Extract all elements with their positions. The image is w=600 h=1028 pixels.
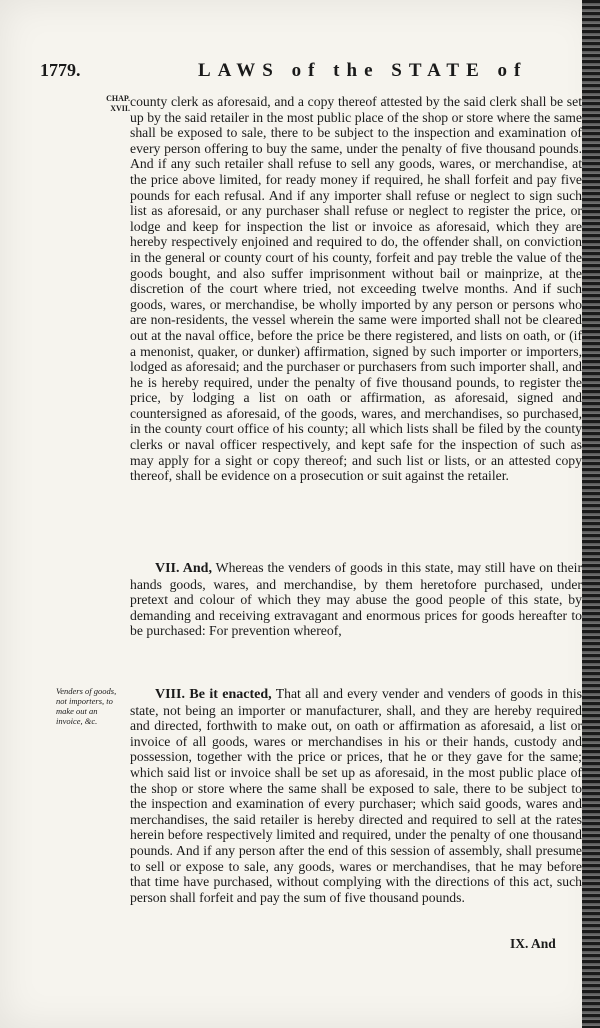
- section-viii-lead: VIII. Be it enacted,: [155, 687, 272, 702]
- chapter-number: XVII.: [110, 104, 130, 113]
- running-title: LAWS of the STATE of: [198, 60, 528, 81]
- page-year: 1779.: [40, 60, 81, 80]
- paragraph-continuation: county clerk as aforesaid, and a copy thereof attested by the said clerk shall be set up by the said retailer in the most public place of the shop or store where the same shall be exposed to sale, there to be subject to the inspection and examination of every person offering to buy the same, under the penalty of five thousand pounds. And if any such retailer shall refuse to sell any goods, wares, or merchandise, at the price above limited, for ready money if required, he shall forfeit and pay five pounds for each refusal. And if any importer shall refuse or neglect to sign such list as aforesaid, or any purchaser shall refuse or neglect to register the price, or lodge and keep for inspection the list or invoice as aforesaid, which they are hereby respectively enjoined and required to do, the offender shall, on conviction in the general or county court of his county, forfeit and pay treble the value of the goods bought, and also suffer imprisonment without bail or mainprize, at the discretion of the court where tried, not exceeding twelve months. And if such goods, wares, or merchandise, be wholly imported by any person or persons who are non-residents, the vessel wherein the same were imported shall not be cleared out at the naval office, before the price be there registered, and lists on oath, or (if a menonist, quaker, or dunker) affirmation, signed by such importer or importers, lodged as aforesaid; and the purchaser or purchasers from such importer shall, and he is hereby required, under the penalty of five thousand pounds, to register the price, by lodging a list on oath or affirmation, as aforesaid, signed and countersigned as aforesaid, of the goods, wares, and merchandises, so purchased, in the county court office of his county; all which lists shall be filed by the county clerks or naval officer respectively, and kept safe for the inspection of such as may apply for a sight or copy thereof; and such list or lists, or an attested copy thereof, shall be evidence on a prosecution or suit against the retailer.: [130, 94, 582, 484]
- chapter-word: CHAP.: [106, 94, 130, 103]
- catchword: IX. And: [510, 936, 556, 951]
- book-spine-edge: [582, 0, 600, 1028]
- page-header: [40, 60, 580, 90]
- paragraph-section-viii: [130, 686, 582, 905]
- paragraph-section-vii: [130, 560, 582, 639]
- section-viii-text: That all and every vender and venders of goods in this state, not being an importer or manufacturer, shall, and they are hereby required and directed, forthwith to make out, on oath or affirmation as aforesaid, a list or invoice of all goods, wares or merchandises in his or their hands, custody and possession, together with the price or prices, that he or they gave for the same; which said list or invoice shall be set up as aforesaid, in the most public place of the shop or store where the same shall be exposed to sale, there to be subject to the inspection and examination of every purchaser; which said goods, wares and merchandises, the said retailer is hereby directed and required to sell at the rates herein before respectively limited and required, under the penalty of one thousand pounds. And if any person after the end of this session of assembly, shall presume to sell or expose to sale, any goods, wares or merchandises, that he may before that time have purchased, without complying with the directions of this act, such person shall forfeit and pay the sum of five thousand pounds.: [130, 686, 582, 905]
- chapter-label: [70, 94, 130, 114]
- margin-note: Venders of goods, not importers, to make out an invoice, &c.: [56, 686, 117, 726]
- section-vii-text: Whereas the venders of goods in this state, may still have on their hands goods, wares, and merchandise, by them heretofore purchased, under pretext and colour of which they may abuse the good people of this state, by demanding and receiving extravagant and enormous prices for goods hereafter to be purchased: For prevention whereof,: [130, 560, 582, 639]
- section-vii-lead: VII. And,: [155, 561, 212, 576]
